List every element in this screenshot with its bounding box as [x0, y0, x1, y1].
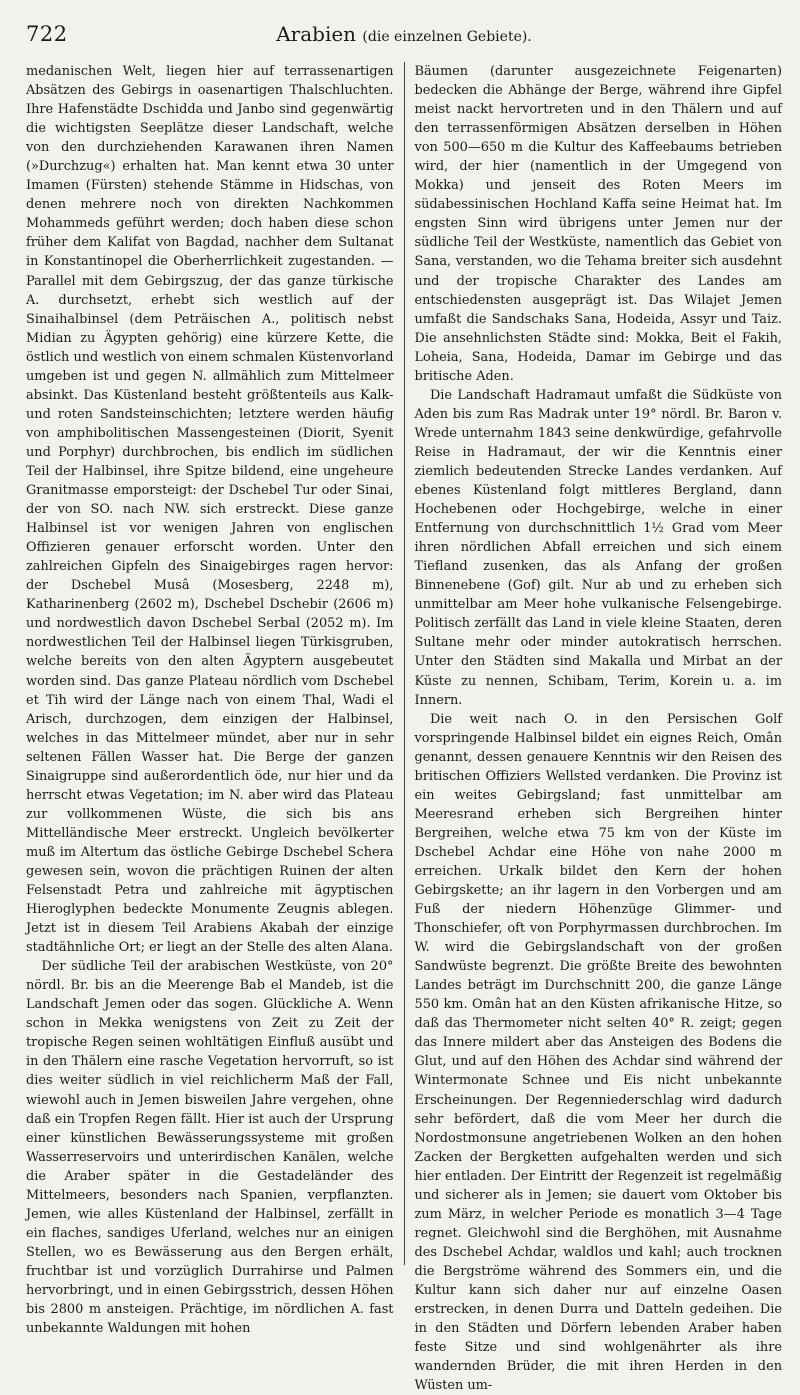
left-paragraph-2: Der südliche Teil der arabischen Westküste, von 20° nördl. Br. bis an die Meerenge Bab el Mandeb, ist die Landschaft Jemen oder das sogen. Glückliche A. Wenn schon in Mekka wenigstens von Zeit zu Zeit der tropische Regen seinen wohltätigen Einfluß ausübt und in den Thälern eine rasche Vegetation hervorruft, so ist dies weiter südlich in viel reichlicherm Maß der Fall, wiewohl auch in Jemen bisweilen Jahre vergehen, ohne daß ein Tropfen Regen fällt. Hier ist auch der Ursprung einer künstlichen Bewässerungssysteme mit großen Wasserreservoirs und unterirdischen Kanälen, welche die Araber später in die Gestadeländer des Mittelmeers, besonders nach Spanien, verpflanzten. Jemen, wie alles Küstenland der Halbinsel, zerfällt in ein flaches, sandiges Uferland, welches nur an einigen Stellen, wo es Bewässerung aus den Bergen erhält, fruchtbar ist und vorzüglich Durrahirse und Palmen hervorbringt, und in einen Gebirgsstrich, dessen Höhen bis 2800 m ansteigen. Prächtige, im nördlichen A. fast unbekannte Waldungen mit hohen	[26, 959, 394, 1337]
running-title	[26, 22, 782, 46]
running-title-subtitle: (die einzelnen Gebiete).	[362, 29, 532, 45]
left-paragraph-1: medanischen Welt, liegen hier auf terrassenartigen Absätzen des Gebirgs in oasenartigen Thalschluchten. Ihre Hafenstädte Dschidda und Janbo sind gegenwärtig die wichtigsten Seeplätze dieser Landschaft, welche von den durchziehenden Karawanen ihren Namen (»Durchzug«) erhalten hat. Man kennt etwa 30 unter Imamen (Fürsten) stehende Stämme in Hidschas, von denen mehrere noch von direkten Nachkommen Mohammeds geführt werden; doch haben diese schon früher dem Kalifat von Bagdad, nachher dem Sultanat in Konstantinopel die Oberherrlichkeit zugestanden. — Parallel mit dem Gebirgszug, der das ganze türkische A. durchsetzt, erhebt sich westlich auf der Sinaihalbinsel (dem Peträischen A., politisch nebst Midian zu Ägypten gehörig) eine kürzere Kette, die östlich und westlich von einem schmalen Küstenvorland umgeben ist und gegen N. allmählich zum Mittelmeer absinkt. Das Küstenland besteht größtenteils aus Kalk- und roten Sandsteinschichten; letztere werden häufig von amphibolitischen Massengesteinen (Diorit, Syenit und Porphyr) durchbrochen, bis endlich im südlichen Teil der Halbinsel, ihre Spitze bildend, eine ungeheure Granitmasse emporsteigt: der Dschebel Tur oder Sinai, der von SO. nach NW. sich erstreckt. Diese ganze Halbinsel ist vor wenigen Jahren von englischen Offizieren genauer erforscht worden. Unter den zahlreichen Gipfeln des Sinaigebirges ragen hervor: der Dschebel Musâ (Mosesberg, 2248 m), Katharinenberg (2602 m), Dschebel Dschebir (2606 m) und nordwestlich davon Dschebel Serbal (2052 m). Im nordwestlichen Teil der Halbinsel liegen Türkisgruben, welche bereits von den alten Ägyptern ausgebeutet worden sind. Das ganze Plateau nördlich vom Dschebel et Tih wird der Länge nach von einem Thal, Wadi el Arisch, durchzogen, dem einzigen der Halbinsel, welches in das Mittelmeer mündet, aber nur in sehr seltenen Fällen Wasser hat. Die Berge der ganzen Sinaigruppe sind außerordentlich öde, nur hier und da herrscht etwas Vegetation; im N. aber wird das Plateau zur vollkommenen Wüste, die sich bis ans Mittelländische Meer erstreckt. Ungleich bevölkerter muß im Altertum das östliche Gebirge Dschebel Schera gewesen sein, wovon die prächtigen Ruinen der alten Felsenstadt Petra und zahlreiche mit ägyptischen Hieroglyphen bedeckte Monumente Zeugnis ablegen. Jetzt ist in diesem Teil Arabiens Akabah der einzige stadtähnliche Ort; er liegt an der Stelle des alten Alana.	[26, 64, 394, 956]
page-number: 722	[26, 22, 68, 46]
right-paragraph-3: Die weit nach O. in den Persischen Golf vorspringende Halbinsel bildet ein eignes Reich, Omân genannt, dessen genauere Kenntnis wir den Reisen des britischen Offiziers Wellsted verdanken. Die Provinz ist ein weites Gebirgsland; fast unmittelbar am Meeresrand erheben sich Bergreihen hinter Bergreihen, welche etwa 75 km von der Küste im Dschebel Achdar eine Höhe von nahe 2000 m erreichen. Urkalk bildet den Kern der hohen Gebirgskette; an ihr lagern in den Vorbergen und am Fuß der niedern Höhenzüge Glimmer- und Thonschiefer, oft von Porphyrmassen durchbrochen. Im W. wird die Gebirgslandschaft von der großen Sandwüste begrenzt. Die größte Breite des bewohnten Landes beträgt im Durchschnitt 200, die ganze Länge 550 km. Omân hat an den Küsten afrikanische Hitze, so daß das Thermometer nicht selten 40° R. zeigt; gegen das Innere mildert aber das Ansteigen des Bodens die Glut, und auf den Höhen des Achdar sind während der Wintermonate Schnee und Eis nicht unbekannte Erscheinungen. Der Regenniederschlag wird dadurch sehr befördert, daß die vom Meer her durch die Nordostmonsune angetriebenen Wolken an den hohen Zacken der Bergketten aufgehalten werden und sich hier entladen. Der Eintritt der Regenzeit ist regelmäßig und sicherer als in Jemen; sie dauert vom Oktober bis zum März, in welcher Periode es monatlich 3—4 Tage regnet. Gleichwohl sind die Berghöhen, mit Ausnahme des Dschebel Achdar, waldlos und kahl; auch trocknen die Bergströme während des Sommers ein, und die Kultur kann sich daher nur auf einzelne Oasen erstrecken, in denen Durra und Datteln gedeihen. Die in den Städten und Dörfern lebenden Araber haben feste Sitze und sind wohlgenährter als ihre wandernden Brüder, die mit ihren Herden in den Wüsten um-	[414, 711, 782, 1394]
running-title-main: Arabien	[276, 22, 357, 46]
text-columns	[26, 62, 782, 1394]
right-paragraph-2: Die Landschaft Hadramaut umfaßt die Südküste von Aden bis zum Ras Madrak unter 19° nördl. Br. Baron v. Wrede unternahm 1843 seine denkwürdige, gefahrvolle Reise in Hadramaut, der wir die Kenntnis einer ziemlich bedeutenden Strecke Landes verdanken. Auf ebenes Küstenland folgt mittleres Bergland, dann Hochebenen oder Hochgebirge, welche in einer Entfernung von durchschnittlich 1½ Grad vom Meer ihren nördlichen Abfall erreichen und sich einem Tiefland zusenken, das als Anfang der großen Binnenebene (Gof) gilt. Nur ab und zu erheben sich unmittelbar am Meer hohe vulkanische Felsengebirge. Politisch zerfällt das Land in viele kleine Staaten, deren Sultane mehr oder minder autokratisch herrschen. Unter den Städten sind Makalla und Mirbat an der Küste zu nennen, Schibam, Terim, Korein u. a. im Innern.	[414, 387, 782, 708]
left-column	[26, 62, 404, 1337]
page-header	[26, 22, 782, 52]
right-paragraph-1: Bäumen (darunter ausgezeichnete Feigenarten) bedecken die Abhänge der Berge, während ihre Gipfel meist nackt hervortreten und in den Thälern und auf den terrassenförmigen Absätzen derselben in Höhen von 500—650 m die Kultur des Kaffeebaums betrieben wird, der hier (namentlich in der Umgegend von Mokka) und jenseit des Roten Meers im südabessinischen Hochland Kaffa seine Heimat hat. Im engsten Sinn wird übrigens unter Jemen nur der südliche Teil der Westküste, namentlich das Gebiet von Sana, verstanden, wo die Tehama breiter sich ausdehnt und der tropische Charakter des Landes am entschiedensten ausgeprägt ist. Das Wilajet Jemen umfaßt die Sandschaks Sana, Hodeida, Assyr und Taiz. Die ansehnlichsten Städte sind: Mokka, Beit el Fakih, Loheia, Sana, Hodeida, Damar im Gebirge und das britische Aden.	[414, 64, 782, 384]
right-column	[405, 62, 783, 1394]
